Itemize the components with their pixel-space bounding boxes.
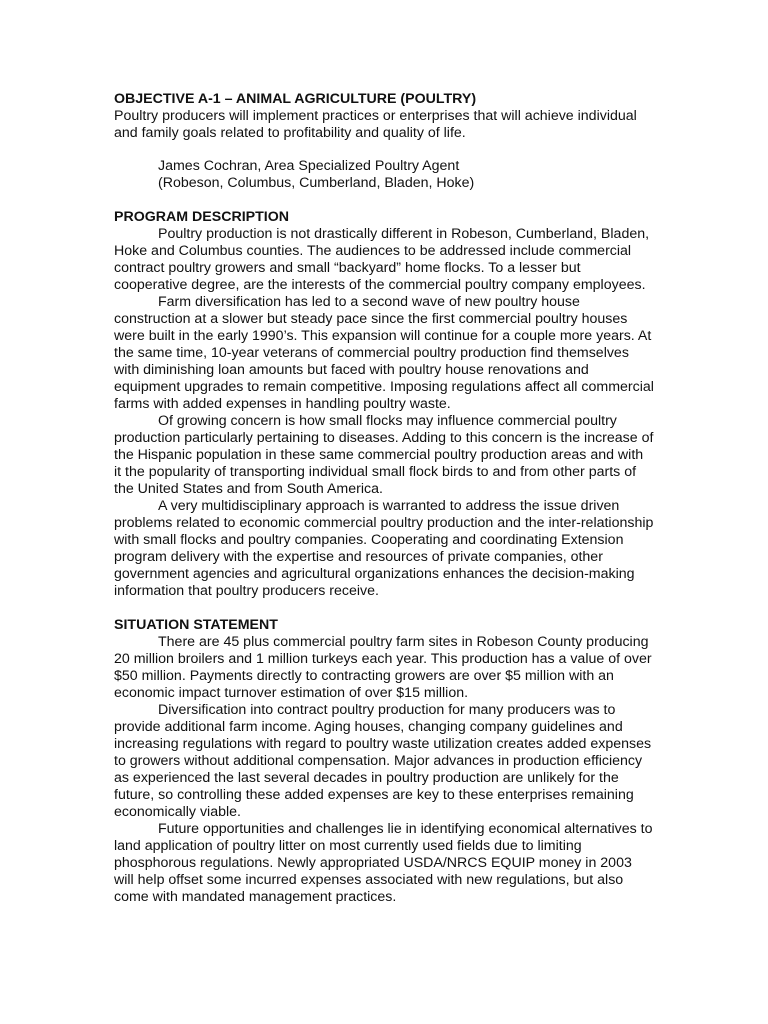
program-description-section (114, 209, 654, 600)
situation-paragraph: There are 45 plus commercial poultry farm sites in Robeson County producing 20 million broilers and 1 million turkeys each year. This production has a value of over $50 million. Payments directly to contracting growers are over $5 million with an economic impact turnover estimation of over $15 million. (114, 634, 652, 701)
program-paragraph: Of growing concern is how small flocks may influence commercial poultry production particularly pertaining to diseases. Adding to this concern is the increase of the Hispanic population in these same commercial poultry production areas and with it the popularity of transporting individual small flock birds to and from other parts of the United States and from South America. (114, 413, 654, 497)
situation-statement-section (114, 617, 654, 906)
agent-counties: (Robeson, Columbus, Cumberland, Bladen, Hoke) (158, 175, 475, 191)
program-description-heading: PROGRAM DESCRIPTION (114, 209, 289, 225)
program-paragraph: Farm diversification has led to a second wave of new poultry house construction at a slower but steady pace since the first commercial poultry houses were built in the early 1990’s. This expansion will continue for a couple more years. At the same time, 10-year veterans of commercial poultry production find themselves with diminishing loan amounts but faced with poultry house renovations and equipment upgrades to remain competitive. Imposing regulations affect all commercial farms with added expenses in handling poultry waste. (114, 294, 654, 412)
program-paragraph: A very multidisciplinary approach is warranted to address the issue driven problems related to economic commercial poultry production and the inter-relationship with small flocks and poultry companies. Cooperating and coordinating Extension program delivery with the expertise and resources of private companies, other government agencies and agricultural organizations enhances the decision-making information that poultry producers receive. (114, 498, 654, 599)
objective-heading: OBJECTIVE A-1 – ANIMAL AGRICULTURE (POULTRY) (114, 91, 477, 107)
situation-paragraph: Diversification into contract poultry production for many producers was to provide additional farm income. Aging houses, changing company guidelines and increasing regulations with regard to poultry waste utilization creates added expenses to growers without additional compensation. Major advances in production efficiency as experienced the last several decades in poultry production are unlikely for the future, so controlling these added expenses are key to these enterprises remaining economically viable. (114, 702, 652, 820)
program-paragraph: Poultry production is not drastically different in Robeson, Cumberland, Bladen, Hoke and Columbus counties. The audiences to be addressed include commercial contract poultry growers and small “backyard” home flocks. To a lesser but cooperative degree, are the interests of the commercial poultry company employees. (114, 226, 650, 293)
situation-paragraph: Future opportunities and challenges lie in identifying economical alternatives to land application of poultry litter on most currently used fields due to limiting phosphorous regulations. Newly appropriated USDA/NRCS EQUIP money in 2003 will help offset some incurred expenses associated with new regulations, but also come with mandated management practices. (114, 821, 653, 905)
objective-text: Poultry producers will implement practices or enterprises that will achieve individual and family goals related to profitability and quality of life. (114, 108, 637, 141)
situation-statement-heading: SITUATION STATEMENT (114, 617, 278, 633)
agent-name: James Cochran, Area Specialized Poultry Agent (158, 158, 460, 174)
document-page (114, 91, 654, 906)
